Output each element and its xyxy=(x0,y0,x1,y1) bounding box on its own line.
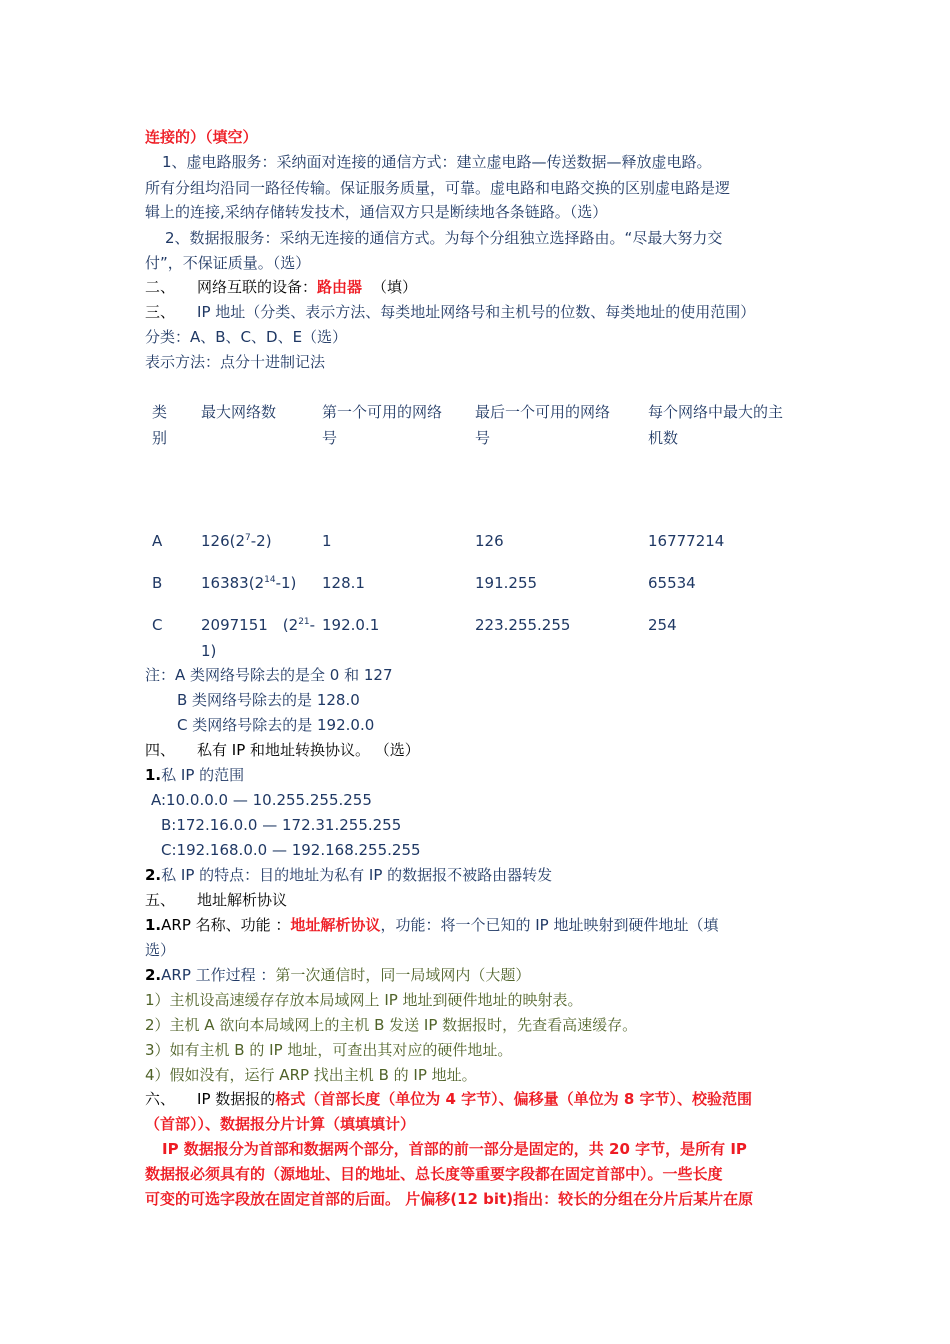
section-label: 五、 xyxy=(145,891,176,909)
arp-name-answer: 地址解析协议 xyxy=(290,916,381,934)
note-class-b: B 类网络号除去的是 128.0 xyxy=(177,691,360,709)
section-title: 网络互联的设备： xyxy=(197,278,318,296)
arp-process-heading: 2.ARP 工作过程 ：第一次通信时，同一局域网内（大题） xyxy=(145,966,531,984)
header-last-network: 最后一个可用的网络 号 xyxy=(475,403,611,447)
section-label: 四、 xyxy=(145,741,176,759)
table-row-b-last: 191.255 xyxy=(475,574,538,592)
header-max-networks: 最大网络数 xyxy=(201,403,277,421)
datagram-format-para-1: IP 数据报分为首部和数据两个部分，首部的前一部分是固定的，共 20 字节，是所有 IP xyxy=(162,1140,747,1158)
section-6-heading: 六、 IP 数据报的格式（首部长度（单位为 4 字节）、偏移量（单位为 8 字节）、校验范围 xyxy=(145,1090,753,1108)
private-range-b: B:172.16.0.0 — 172.31.255.255 xyxy=(161,816,402,834)
arp-name-function-cont: 选） xyxy=(145,941,176,959)
table-row-a-hosts: 16777214 xyxy=(648,532,725,550)
virtual-circuit-line-1: 1、虚电路服务：采纳面对连接的通信方式：建立虚电路—传送数据—释放虚电路。 xyxy=(162,153,712,171)
table-row-a-max: $126(2^7-2)$ xyxy=(201,532,272,550)
section-5-heading xyxy=(145,889,287,911)
arp-name-function: 1.ARP 名称、功能 ：地址解析协议，功能：将一个已知的 IP 地址映射到硬件地址（填 xyxy=(145,916,719,934)
table-row-c-last: 223.255.255 xyxy=(475,616,571,634)
note-class-c: C 类网络号除去的是 192.0.0 xyxy=(177,716,375,734)
section-title: 私有 IP 和地址转换协议。 （选） xyxy=(197,741,420,759)
section-2-heading xyxy=(145,276,417,298)
header-class: 类 别 xyxy=(152,403,168,447)
private-ip-range-heading: 1.私 IP 的范围 xyxy=(145,766,245,784)
table-row-b-hosts: 65534 xyxy=(648,574,696,592)
table-row-a-last: 126 xyxy=(475,532,504,550)
table-row-c-class: C xyxy=(152,616,163,634)
arp-step-4: 4）假如没有，运行 ARP 找出主机 B 的 IP 地址。 xyxy=(145,1066,477,1084)
question-type-tag: （填） xyxy=(372,278,418,296)
section-3-heading xyxy=(145,301,755,323)
virtual-circuit-line-2: 所有分组均沿同一路径传输。保证服务质量，可靠。虚电路和电路交换的区别虚电路是逻 xyxy=(145,179,731,197)
section-label: 六、 xyxy=(145,1090,176,1108)
table-row-a-first: 1 xyxy=(322,532,332,550)
section-title: 地址解析协议 xyxy=(197,891,288,909)
table-row-b-max: $16383(2^{14}-1)$ xyxy=(201,574,297,592)
datagram-line-2: 付”，不保证质量。（选） xyxy=(145,254,311,272)
datagram-format-para-3: 可变的可选字段放在固定首部的后面。 片偏移(12 bit)指出：较长的分组在分片后某片在原 xyxy=(145,1190,754,1208)
table-row-b-first: 128.1 xyxy=(322,574,365,592)
section-6-heading-cont: （首部））、数据报分片计算（填填填计） xyxy=(145,1115,416,1133)
datagram-format-para-2: 数据报必须具有的（源地址、目的地址、总长度等重要字段都在固定首部中）。一些长度 xyxy=(145,1165,723,1183)
section-label: 二、 xyxy=(145,278,176,296)
header-first-network: 第一个可用的网络 号 xyxy=(322,403,443,447)
private-range-a: A:10.0.0.0 — 10.255.255.255 xyxy=(151,791,372,809)
datagram-line-1: 2、数据报服务：采纳无连接的通信方式。为每个分组独立选择路由。“尽最大努力交 xyxy=(165,229,723,247)
arp-step-2: 2）主机 A 欲向本局域网上的主机 B 发送 IP 数据报时，先查看高速缓存。 xyxy=(145,1016,638,1034)
table-row-c-first: 192.0.1 xyxy=(322,616,380,634)
note-class-a: 注：A 类网络号除去的是全 0 和 127 xyxy=(145,666,393,684)
section-label: 三、 xyxy=(145,303,176,321)
private-ip-feature: 2.私 IP 的特点：目的地址为私有 IP 的数据报不被路由器转发 xyxy=(145,866,553,884)
section-title: IP 地址（分类、表示方法、每类地址网络号和主机号的位数、每类地址的使用范围） xyxy=(197,303,756,321)
arp-step-3: 3）如有主机 B 的 IP 地址，可查出其对应的硬件地址。 xyxy=(145,1041,513,1059)
table-row-c-max: 2097151 ($2^{21}-$ 1) xyxy=(201,616,316,660)
table-row-b-class: B xyxy=(152,574,163,592)
table-row-a-class: A xyxy=(152,532,163,550)
virtual-circuit-line-3: 辑上的连接,采纳存储转发技术，通信双方只是断续地各条链路。（选） xyxy=(145,203,608,221)
private-range-c: C:192.168.0.0 — 192.168.255.255 xyxy=(161,841,421,859)
ip-classes-line: 分类：A、B、C、D、E（选） xyxy=(145,328,348,346)
answer-text: 路由器 xyxy=(317,278,363,296)
ip-notation-line: 表示方法：点分十进制记法 xyxy=(145,353,326,371)
section-4-heading xyxy=(145,739,420,761)
header-max-hosts: 每个网络中最大的主 机数 xyxy=(648,403,784,447)
arp-step-1: 1）主机设高速缓存存放本局域网上 IP 地址到硬件地址的映射表。 xyxy=(145,991,583,1009)
table-row-c-hosts: 254 xyxy=(648,616,677,634)
section-heading-continuation: 连接的）（填空） xyxy=(145,128,258,146)
